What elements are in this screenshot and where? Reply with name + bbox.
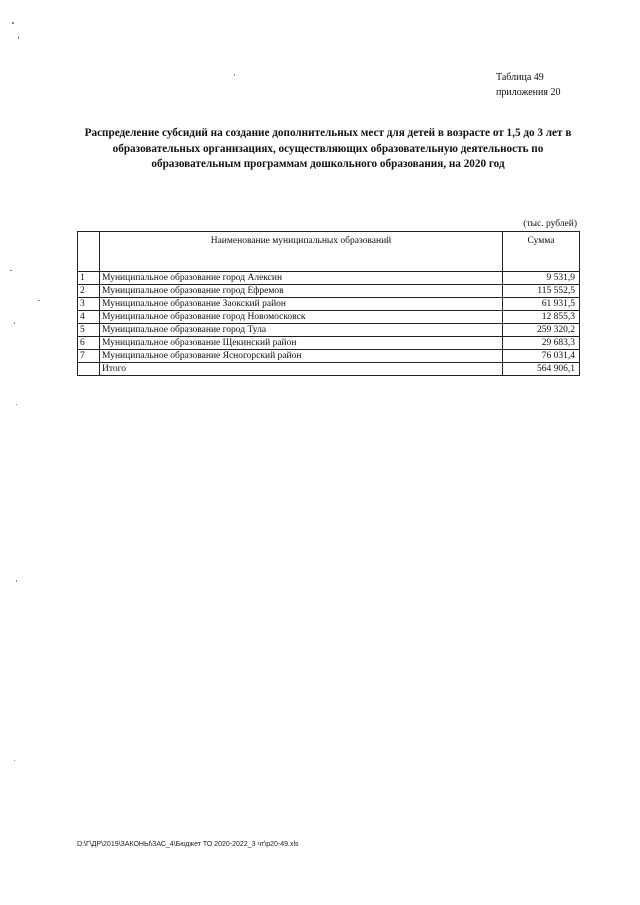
row-sum: 76 031,4 bbox=[503, 350, 580, 363]
row-name: Муниципальное образование город Алексин bbox=[100, 272, 503, 285]
row-name: Муниципальное образование Ясногорский район bbox=[100, 350, 503, 363]
header-number-cell bbox=[78, 232, 100, 272]
document-title: Распределение субсидий на создание дополнительных мест для детей в возрасте от 1,5 до 3 лет в образовательных организациях, осуществляющих образовательную деятельность по образовательным программам дошкольного образования, на 2020 год bbox=[84, 127, 572, 170]
scan-speck bbox=[14, 760, 15, 761]
row-number: 3 bbox=[78, 298, 100, 311]
scan-speck bbox=[10, 270, 12, 271]
table-row bbox=[78, 311, 580, 324]
header-sum-cell: Сумма bbox=[503, 232, 580, 272]
units-label: (тыс. рублей) bbox=[523, 219, 577, 229]
scan-speck bbox=[12, 22, 14, 24]
scan-speck bbox=[18, 36, 19, 39]
scan-speck bbox=[38, 300, 40, 301]
row-name: Муниципальное образование город Новомосковск bbox=[100, 311, 503, 324]
table-row bbox=[78, 272, 580, 285]
table-row bbox=[78, 324, 580, 337]
table-number: Таблица 49 bbox=[496, 72, 544, 83]
row-number: 2 bbox=[78, 285, 100, 298]
row-name: Муниципальное образование город Тула bbox=[100, 324, 503, 337]
table-row bbox=[78, 350, 580, 363]
subsidy-table bbox=[77, 231, 580, 376]
table-row bbox=[78, 298, 580, 311]
row-number: 7 bbox=[78, 350, 100, 363]
row-sum: 9 531,9 bbox=[503, 272, 580, 285]
file-path-footer: D:\Г\ДР\2019\ЗАКОНЫ\ЗАС_4\Бюджет ТО 2020-2022_3 чт\р20-49.xls bbox=[77, 841, 299, 848]
row-number: 4 bbox=[78, 311, 100, 324]
scan-speck bbox=[234, 74, 235, 76]
row-sum: 61 931,5 bbox=[503, 298, 580, 311]
table-reference bbox=[496, 70, 560, 100]
table-row bbox=[78, 285, 580, 298]
row-sum: 115 552,5 bbox=[503, 285, 580, 298]
row-name: Муниципальное образование город Ефремов bbox=[100, 285, 503, 298]
row-name: Муниципальное образование Заокский район bbox=[100, 298, 503, 311]
row-sum: 12 855,3 bbox=[503, 311, 580, 324]
row-name: Муниципальное образование Щекинский район bbox=[100, 337, 503, 350]
total-label: Итого bbox=[100, 363, 503, 376]
total-row bbox=[78, 363, 580, 376]
table-row bbox=[78, 337, 580, 350]
row-sum: 29 683,3 bbox=[503, 337, 580, 350]
scan-speck bbox=[16, 580, 17, 582]
total-number-cell bbox=[78, 363, 100, 376]
row-sum: 259 320,2 bbox=[503, 324, 580, 337]
scan-speck bbox=[16, 404, 17, 405]
scan-speck bbox=[14, 322, 15, 324]
total-sum: 564 906,1 bbox=[503, 363, 580, 376]
row-number: 5 bbox=[78, 324, 100, 337]
row-number: 1 bbox=[78, 272, 100, 285]
header-name-cell: Наименование муниципальных образований bbox=[100, 232, 503, 272]
appendix-number: приложения 20 bbox=[496, 87, 561, 98]
row-number: 6 bbox=[78, 337, 100, 350]
